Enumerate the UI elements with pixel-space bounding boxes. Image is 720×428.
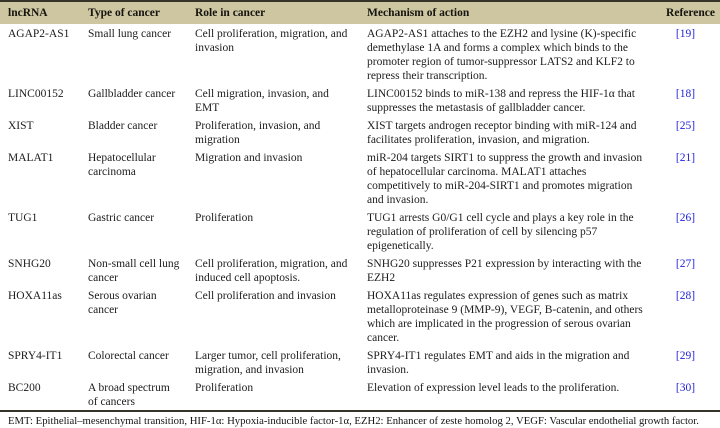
cell-lncrna: MALAT1 (8, 152, 54, 164)
reference-citation-link[interactable]: [19] (675, 28, 696, 40)
col-header-lncrna: lncRNA (0, 1, 80, 24)
cell-mechanism: TUG1 arrests G0/G1 cell cycle and plays a key role in the regulation of proliferation of cell by silencing p57 epigenetically. (367, 212, 634, 252)
cell-mechanism: miR-204 targets SIRT1 to suppress the growth and invasion of hepatocellular carcinoma. MALAT1 attaches competitively to miR-204-SIRT1 and promotes migration and invasion. (367, 152, 643, 206)
cell-cancer-type: Colorectal cancer (88, 350, 169, 362)
cell-lncrna: BC200 (8, 382, 41, 394)
cell-reference (657, 286, 720, 346)
cell-reference (657, 208, 720, 254)
col-header-type-of-cancer: Type of cancer (80, 1, 187, 24)
table-row (0, 346, 720, 378)
reference-citation-link[interactable]: [18] (675, 88, 696, 100)
cell-cancer-type: Serous ovarian cancer (88, 290, 157, 316)
cell-reference (657, 346, 720, 378)
cell-cancer-type: Hepatocellular carcinoma (88, 152, 156, 178)
cell-mechanism: SPRY4-IT1 regulates EMT and aids in the migration and invasion. (367, 350, 630, 376)
table-row (0, 286, 720, 346)
table-row (0, 148, 720, 208)
cell-reference (657, 24, 720, 84)
reference-citation-link[interactable]: [25] (675, 120, 696, 132)
cell-cancer-type: Gallbladder cancer (88, 88, 176, 100)
cell-cancer-type: A broad spectrum of cancers (88, 382, 170, 408)
table-row (0, 24, 720, 84)
reference-citation-link[interactable]: [27] (675, 258, 696, 270)
reference-citation-link[interactable]: [28] (675, 290, 696, 302)
reference-citation-link[interactable]: [26] (675, 212, 696, 224)
cell-reference (657, 254, 720, 286)
table-row (0, 84, 720, 116)
table-footnote: EMT: Epithelial–mesenchymal transition, HIF-1α: Hypoxia-inducible factor-1α, EZH2: Enhancer of zeste homolog 2, VEGF: Vascular endothelial growth factor. (8, 415, 699, 427)
reference-citation-link[interactable]: [30] (675, 382, 696, 394)
cell-role: Cell proliferation and invasion (195, 290, 336, 302)
reference-citation-link[interactable]: [21] (675, 152, 696, 164)
reference-citation-link[interactable]: [29] (675, 350, 696, 362)
cell-lncrna: HOXA11as (8, 290, 62, 302)
cell-cancer-type: Gastric cancer (88, 212, 155, 224)
cell-lncrna: LINC00152 (8, 88, 64, 100)
cell-lncrna: SPRY4-IT1 (8, 350, 63, 362)
cell-mechanism: AGAP2-AS1 attaches to the EZH2 and lysine (K)-specific demethylase 1A and forms a complex which binds to the promoter region of tumor-suppressor LATS2 and KLF2 to repress their transcription. (367, 28, 637, 82)
cell-role: Proliferation (195, 212, 254, 224)
col-header-reference: Reference (657, 1, 720, 24)
cell-reference (657, 84, 720, 116)
cell-mechanism: SNHG20 suppresses P21 expression by interacting with the EZH2 (367, 258, 642, 284)
cell-role: Migration and invasion (195, 152, 303, 164)
cell-mechanism: Elevation of expression level leads to the proliferation. (367, 382, 620, 394)
table-row (0, 254, 720, 286)
table-header-row (0, 1, 720, 24)
cell-role: Larger tumor, cell proliferation, migration, and invasion (195, 350, 341, 376)
col-header-mechanism-of-action: Mechanism of action (359, 1, 657, 24)
table-row (0, 378, 720, 411)
cell-role: Proliferation, invasion, and migration (195, 120, 321, 146)
cell-lncrna: SNHG20 (8, 258, 51, 270)
cell-lncrna: XIST (8, 120, 34, 132)
table-row (0, 116, 720, 148)
cell-mechanism: XIST targets androgen receptor binding with miR-124 and facilitates proliferation, invasion, and migration. (367, 120, 637, 146)
cell-mechanism: LINC00152 binds to miR-138 and repress the HIF-1α that suppresses the metastasis of gallbladder cancer. (367, 88, 635, 114)
cell-reference (657, 116, 720, 148)
table-body (0, 24, 720, 411)
cell-lncrna: AGAP2-AS1 (8, 28, 70, 40)
cell-role: Cell proliferation, migration, and induced cell apoptosis. (195, 258, 348, 284)
cell-role: Cell migration, invasion, and EMT (195, 88, 329, 114)
cell-mechanism: HOXA11as regulates expression of genes such as matrix metalloproteinase 9 (MMP-9), VEGF, B-catenin, and others which are implicated in the progression of serous ovarian cancer. (367, 290, 643, 344)
cell-cancer-type: Non-small cell lung cancer (88, 258, 180, 284)
cell-reference (657, 378, 720, 411)
cell-cancer-type: Bladder cancer (88, 120, 158, 132)
cell-lncrna: TUG1 (8, 212, 38, 224)
col-header-role-in-cancer: Role in cancer (187, 1, 359, 24)
cell-reference (657, 148, 720, 208)
table-row (0, 208, 720, 254)
cell-role: Cell proliferation, migration, and invasion (195, 28, 348, 54)
cell-role: Proliferation (195, 382, 254, 394)
cell-cancer-type: Small lung cancer (88, 28, 172, 40)
